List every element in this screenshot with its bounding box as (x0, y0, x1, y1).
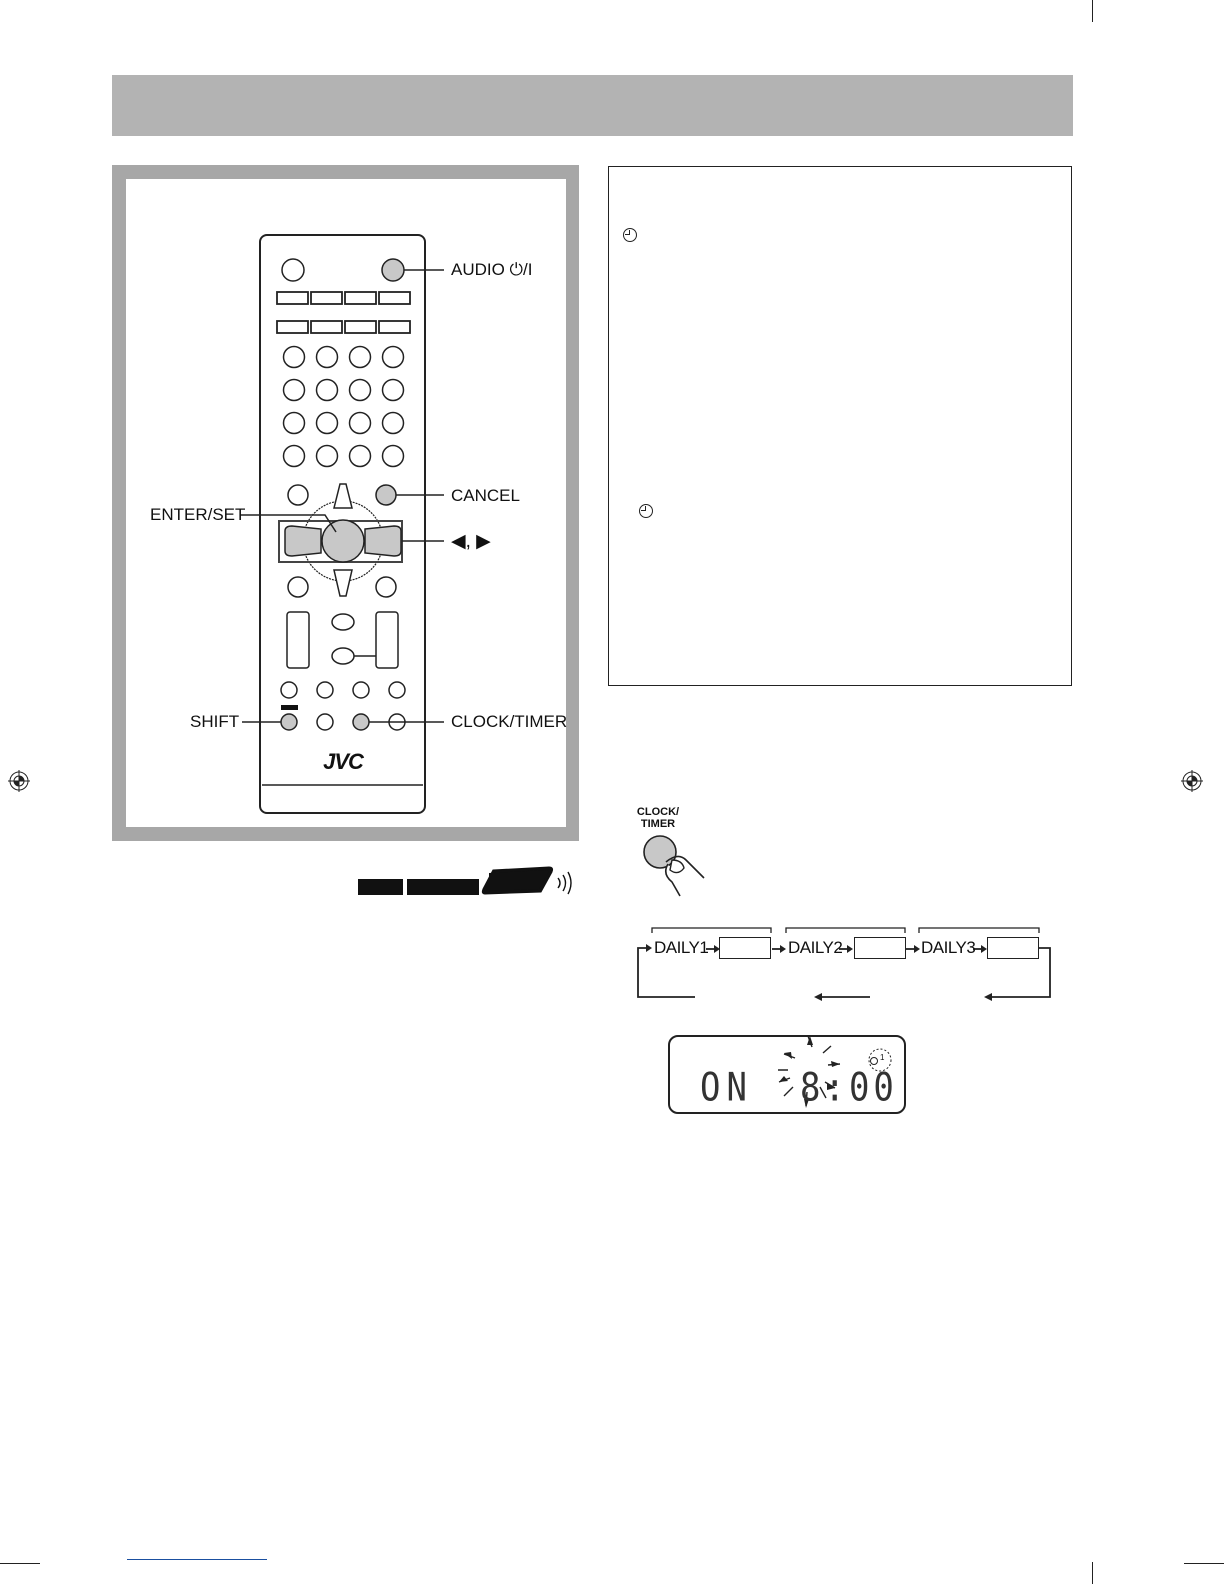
clock-timer-key-line2: TIMER (640, 818, 676, 830)
flow-item-daily3: DAILY3 (921, 938, 976, 957)
display-timer-indicator: 1 (880, 1053, 885, 1062)
callout-arrows: ◀, ▶ (451, 531, 491, 552)
display-time-text: 8:00 (800, 1065, 898, 1111)
brand-logo: JVC (323, 749, 363, 774)
flow-placeholder-box (719, 937, 771, 959)
clock-timer-key-line1: CLOCK/ (636, 806, 680, 818)
remote-only-badge (355, 862, 580, 898)
clock-timer-button (353, 714, 369, 730)
flow-item-daily1: DAILY1 (654, 938, 709, 957)
crop-mark (1184, 1563, 1224, 1564)
registration-mark-icon (1181, 770, 1203, 792)
timer-icon (639, 504, 653, 518)
timer-flow-diagram (630, 920, 1060, 1005)
crop-mark (0, 1563, 40, 1564)
flow-placeholder-box (987, 937, 1039, 959)
footer-link-underline (127, 1559, 267, 1560)
clock-timer-key-label (628, 806, 688, 830)
cancel-button (376, 485, 396, 505)
enter-set-button (322, 520, 364, 562)
audio-power-button (382, 259, 404, 281)
crop-mark (1092, 1562, 1093, 1584)
callout-enter-set: ENTER/SET (150, 505, 246, 524)
display-on-text: ON (700, 1065, 753, 1111)
press-clock-timer-illustration (628, 830, 718, 900)
registration-mark-icon (8, 770, 30, 792)
right-arrow-button (365, 526, 401, 556)
info-note-box (608, 166, 1072, 686)
callout-cancel: CANCEL (451, 486, 520, 505)
callout-clock-timer: CLOCK/TIMER (451, 712, 568, 731)
flow-placeholder-box (854, 937, 906, 959)
crop-mark (1092, 0, 1093, 22)
flow-item-daily2: DAILY2 (788, 938, 843, 957)
callout-shift: SHIFT (190, 712, 240, 731)
remote-button (282, 259, 304, 281)
shift-button (281, 714, 297, 730)
left-arrow-button (285, 526, 321, 556)
callout-audio: AUDIO ⏻/I (451, 260, 533, 279)
timer-icon (623, 228, 637, 242)
